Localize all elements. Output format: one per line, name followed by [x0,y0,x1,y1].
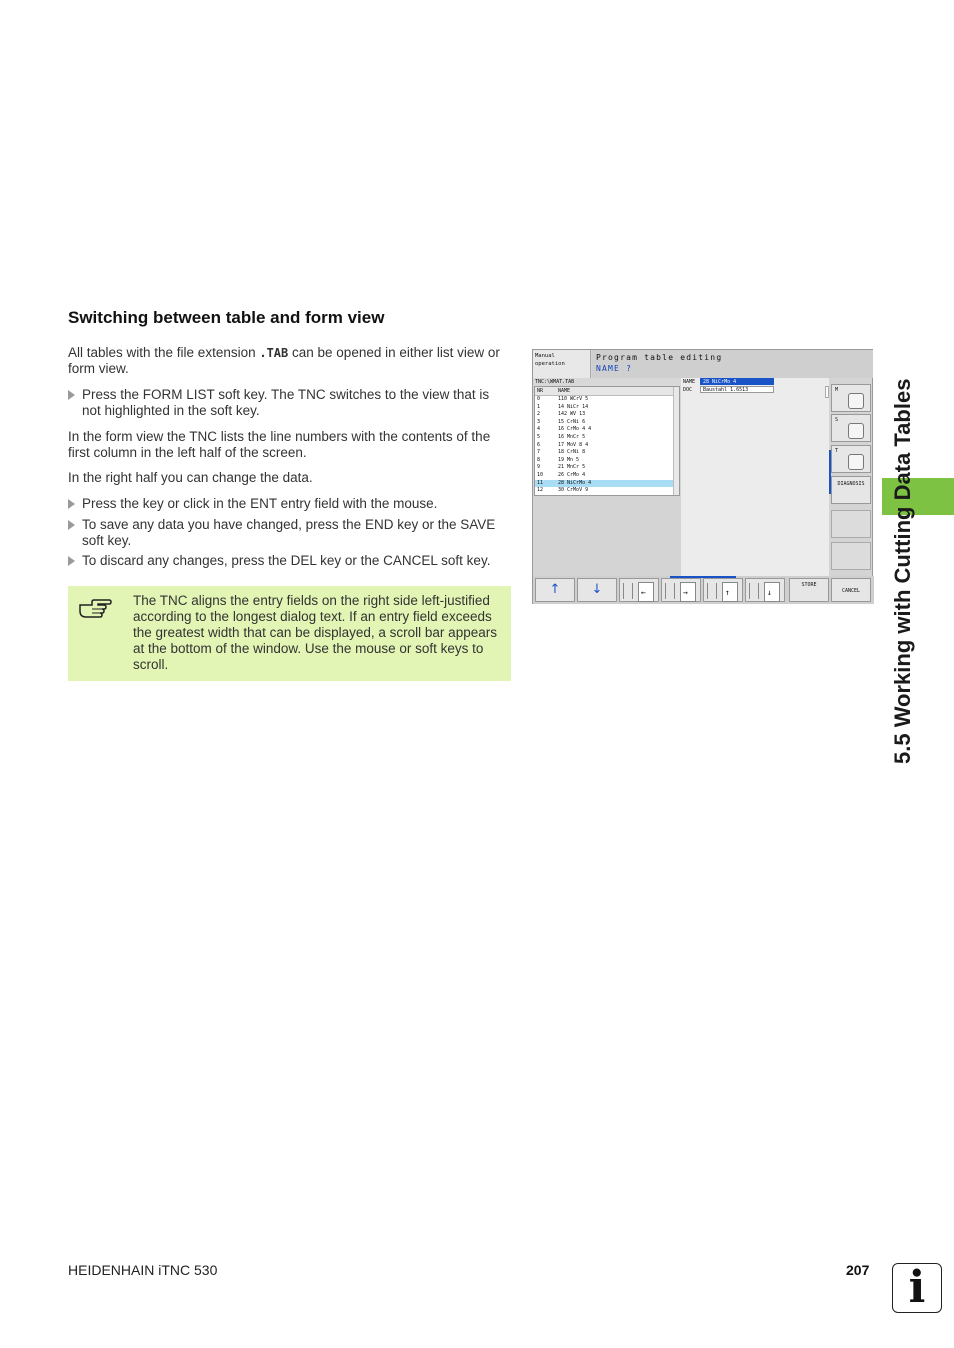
name-entry-field[interactable]: 28 NiCrMo 4 [700,378,774,385]
table-list[interactable] [534,386,680,496]
paragraph-right-half: In the right half you can change the data. [68,470,313,485]
intro-paragraph [68,345,510,377]
table-row[interactable]: 12 30 CrMoV 9 [537,487,589,494]
diagnosis-button[interactable]: DIAGNOSIS [831,476,871,504]
file-extension: .TAB [259,346,289,360]
paragraph-form-view: In the form view the TNC lists the line numbers with the contents of the first column in the left half of the screen. [68,429,491,460]
table-row[interactable]: 7 18 CrNi 8 [537,449,586,456]
bullet-save: To save any data you have changed, press the END key or the SAVE soft key. [68,517,510,549]
bullet-arrow-icon [68,520,75,530]
file-path: TNC:\WMAT.TAB [533,378,683,386]
table-row[interactable]: 5 16 MnCr 5 [537,433,586,440]
begin-table-button[interactable]: ← [619,578,659,602]
softkey-s[interactable]: S [831,414,871,442]
tnc-screenshot [532,349,873,604]
table-row[interactable]: 8 19 Mn 5 [537,456,580,463]
mode-display: Manual operation [533,350,591,378]
table-row[interactable]: 2 142 WV 13 [537,411,586,418]
form-row-name: NAME 28 NiCrMo 4 [681,378,829,386]
table-row[interactable]: 1 14 NiCr 14 [537,403,589,410]
info-icon: i [892,1263,942,1313]
end-table-button[interactable]: → [661,578,701,602]
arrow-down-icon: ↓ [591,582,603,597]
tool-icon [848,423,864,439]
table-row[interactable]: 0 110 WCrV 5 [537,396,589,402]
page-down-button[interactable]: ↓ [745,578,785,602]
form-view [681,378,829,576]
softkey-row [533,576,874,604]
softkey-blank[interactable] [831,542,871,570]
bullet-form-list: Press the FORM LIST soft key. The TNC switches to the view that is not highlighted in the soft key. [68,387,510,419]
footer-product: HEIDENHAIN iTNC 530 [68,1262,218,1278]
arrow-up-button[interactable] [535,578,575,602]
store-button[interactable]: STORE [789,578,829,602]
arrow-up-icon: ↑ [549,582,561,597]
note-text: The TNC aligns the entry fields on the right side left-justified according to the longest dialog text. If an entry field exceeds the greatest width that can be displayed, a scroll bar appears at the bottom of the window. Use the mouse or soft keys to scroll. [133,593,497,672]
dialog-prompt: NAME ? [596,364,633,373]
bullet-arrow-icon [68,390,75,400]
bullet-arrow-icon [68,556,75,566]
bullet-arrow-icon [68,499,75,509]
page-number: 207 [846,1262,870,1278]
arrow-down-button[interactable] [577,578,617,602]
table-row[interactable]: 9 21 MnCr 5 [537,464,586,471]
tool-change-icon [848,454,864,470]
chapter-title: 5.5 Working with Cutting Data Tables [890,378,915,764]
section-heading: Switching between table and form view [68,308,385,327]
bullet-cancel: To discard any changes, press the DEL key or the CANCEL soft key. [68,553,510,569]
doc-entry-field[interactable]: Baustahl 1.6513 [700,386,774,393]
bullet-ent: Press the key or click in the ENT entry field with the mouse. [68,496,510,512]
softkey-blank[interactable] [831,510,871,538]
form-row-doc: DOC Baustahl 1.6513 [681,386,829,394]
table-row[interactable]: 6 17 MoV 8 4 [537,441,589,448]
table-row[interactable]: 3 15 CrNi 6 [537,418,586,425]
softkey-t[interactable]: T [831,445,871,473]
screen-title: Program table editing NAME ? [592,350,873,378]
intro-text: All tables with the file extension [68,345,260,360]
table-row[interactable]: 4 16 CrMo 4 4 [537,426,592,433]
form-scrollbar[interactable] [825,386,829,398]
page-up-button[interactable]: ↑ [703,578,743,602]
intro-text-end: can be opened in either list view or form view. [68,345,500,376]
softkey-m[interactable]: M [831,384,871,412]
spindle-icon [848,393,864,409]
table-row[interactable]: 10 26 CrMo 4 [537,471,586,478]
cancel-button[interactable]: CANCEL [831,578,871,602]
pointing-hand-icon [78,596,112,620]
table-row-selected[interactable]: 11 28 NiCrMo 4 [535,480,679,488]
table-header: NR NAME [535,387,679,396]
list-scrollbar[interactable] [673,387,679,495]
note-box [68,586,511,681]
